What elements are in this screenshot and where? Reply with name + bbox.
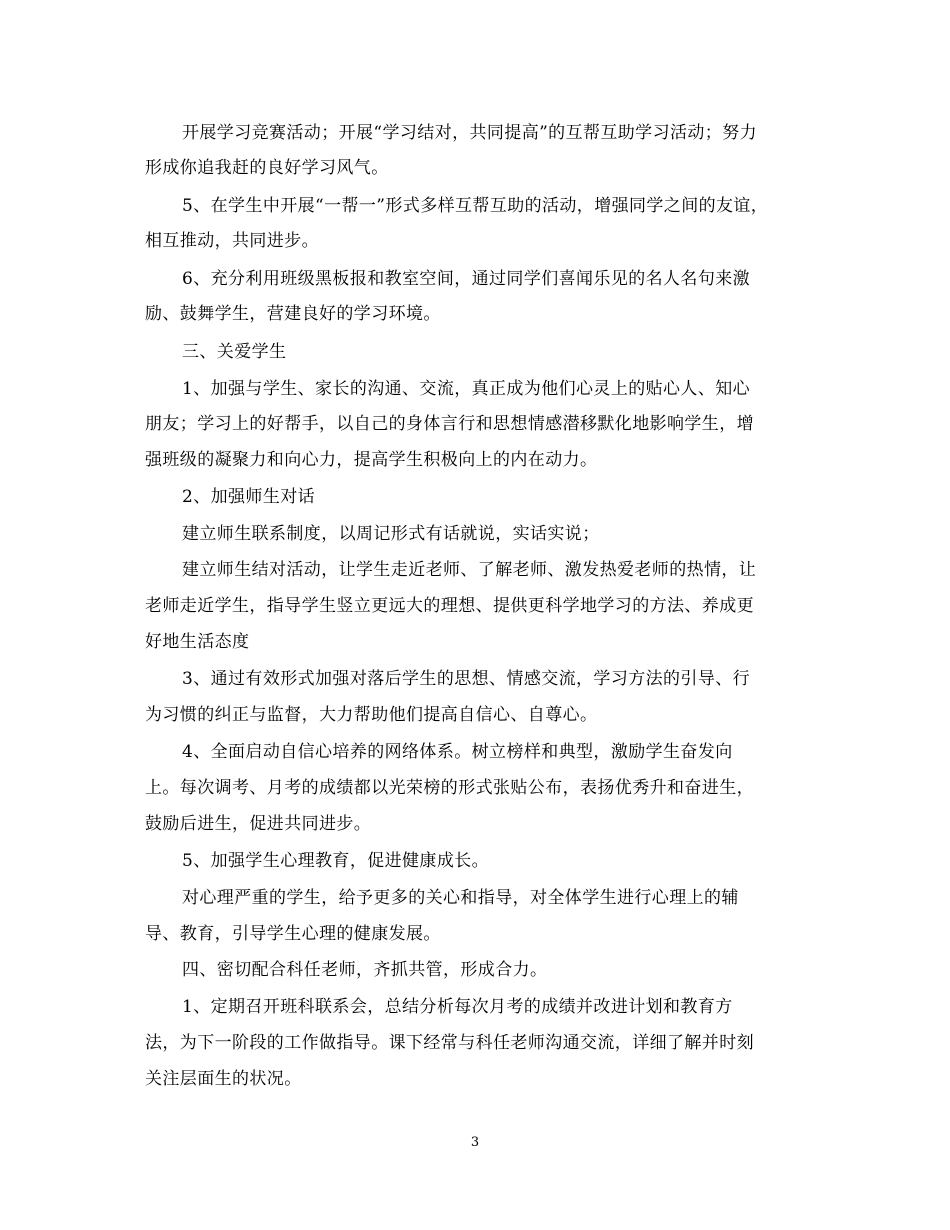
text-line: 形成你追我赶的良好学习风气。: [145, 158, 389, 178]
text-line: 建立师生结对活动，让学生走近老师、了解老师、激发热爱老师的热情，让: [182, 560, 757, 580]
text-line: 法，为下一阶段的工作做指导。课下经常与科任老师沟通交流，详细了解并时刻: [145, 1033, 754, 1053]
text-line: 关注层面生的状况。: [145, 1069, 302, 1089]
text-line: 相互推动，共同进步。: [145, 231, 319, 251]
text-line: 3、通过有效形式加强对落后学生的思想、情感交流，学习方法的引导、行: [182, 669, 751, 689]
text-line: 6、充分利用班级黑板报和教室空间，通过同学们喜闻乐见的名人名句来激: [182, 269, 751, 289]
text-line: 上。每次调考、月考的成绩都以光荣榜的形式张贴公布，表扬优秀升和奋进生，: [145, 778, 754, 798]
text-line: 5、加强学生心理教育，促进健康成长。: [182, 851, 490, 871]
text-line: 5、在学生中开展“一帮一”形式多样互帮互助的活动，增强同学之间的友谊，: [182, 196, 769, 216]
text-line: 好地生活态度: [145, 632, 250, 652]
text-line: 1、定期召开班科联系会，总结分析每次月考的成绩并改进计划和教育方: [182, 997, 733, 1017]
text-line: 为习惯的纠正与监督，大力帮助他们提高自信心、自尊心。: [145, 705, 598, 725]
text-line: 导、教育，引导学生心理的健康发展。: [145, 924, 441, 944]
text-line: 励、鼓舞学生，营建良好的学习环境。: [145, 304, 441, 324]
text-line: 朋友；学习上的好帮手，以自己的身体言行和思想情感潜移默化地影响学生，增: [145, 414, 754, 434]
text-line: 建立师生联系制度，以周记形式有话就说，实话实说；: [182, 524, 600, 544]
text-line: 强班级的凝聚力和向心力，提高学生积极向上的内在动力。: [145, 450, 598, 470]
text-line: 4、全面启动自信心培养的网络体系。树立榜样和典型，激励学生奋发向: [182, 742, 733, 762]
section-heading: 四、密切配合科任老师，齐抓共管，形成合力。: [182, 960, 548, 980]
text-line: 鼓励后进生，促进共同进步。: [145, 814, 372, 834]
text-line: 2、加强师生对话: [182, 487, 316, 507]
text-line: 老师走近学生，指导学生竖立更远大的理想、提供更科学地学习的方法、养成更: [145, 596, 754, 616]
text-line: 对心理严重的学生，给予更多的关心和指导，对全体学生进行心理上的辅: [182, 888, 739, 908]
page-number: 3: [470, 1135, 480, 1150]
text-line: 1、加强与学生、家长的沟通、交流，真正成为他们心灵上的贴心人、知心: [182, 379, 751, 399]
section-heading: 三、关爱学生: [182, 342, 287, 362]
text-line: 开展学习竞赛活动；开展“学习结对，共同提高”的互帮互助学习活动；努力: [182, 123, 757, 143]
